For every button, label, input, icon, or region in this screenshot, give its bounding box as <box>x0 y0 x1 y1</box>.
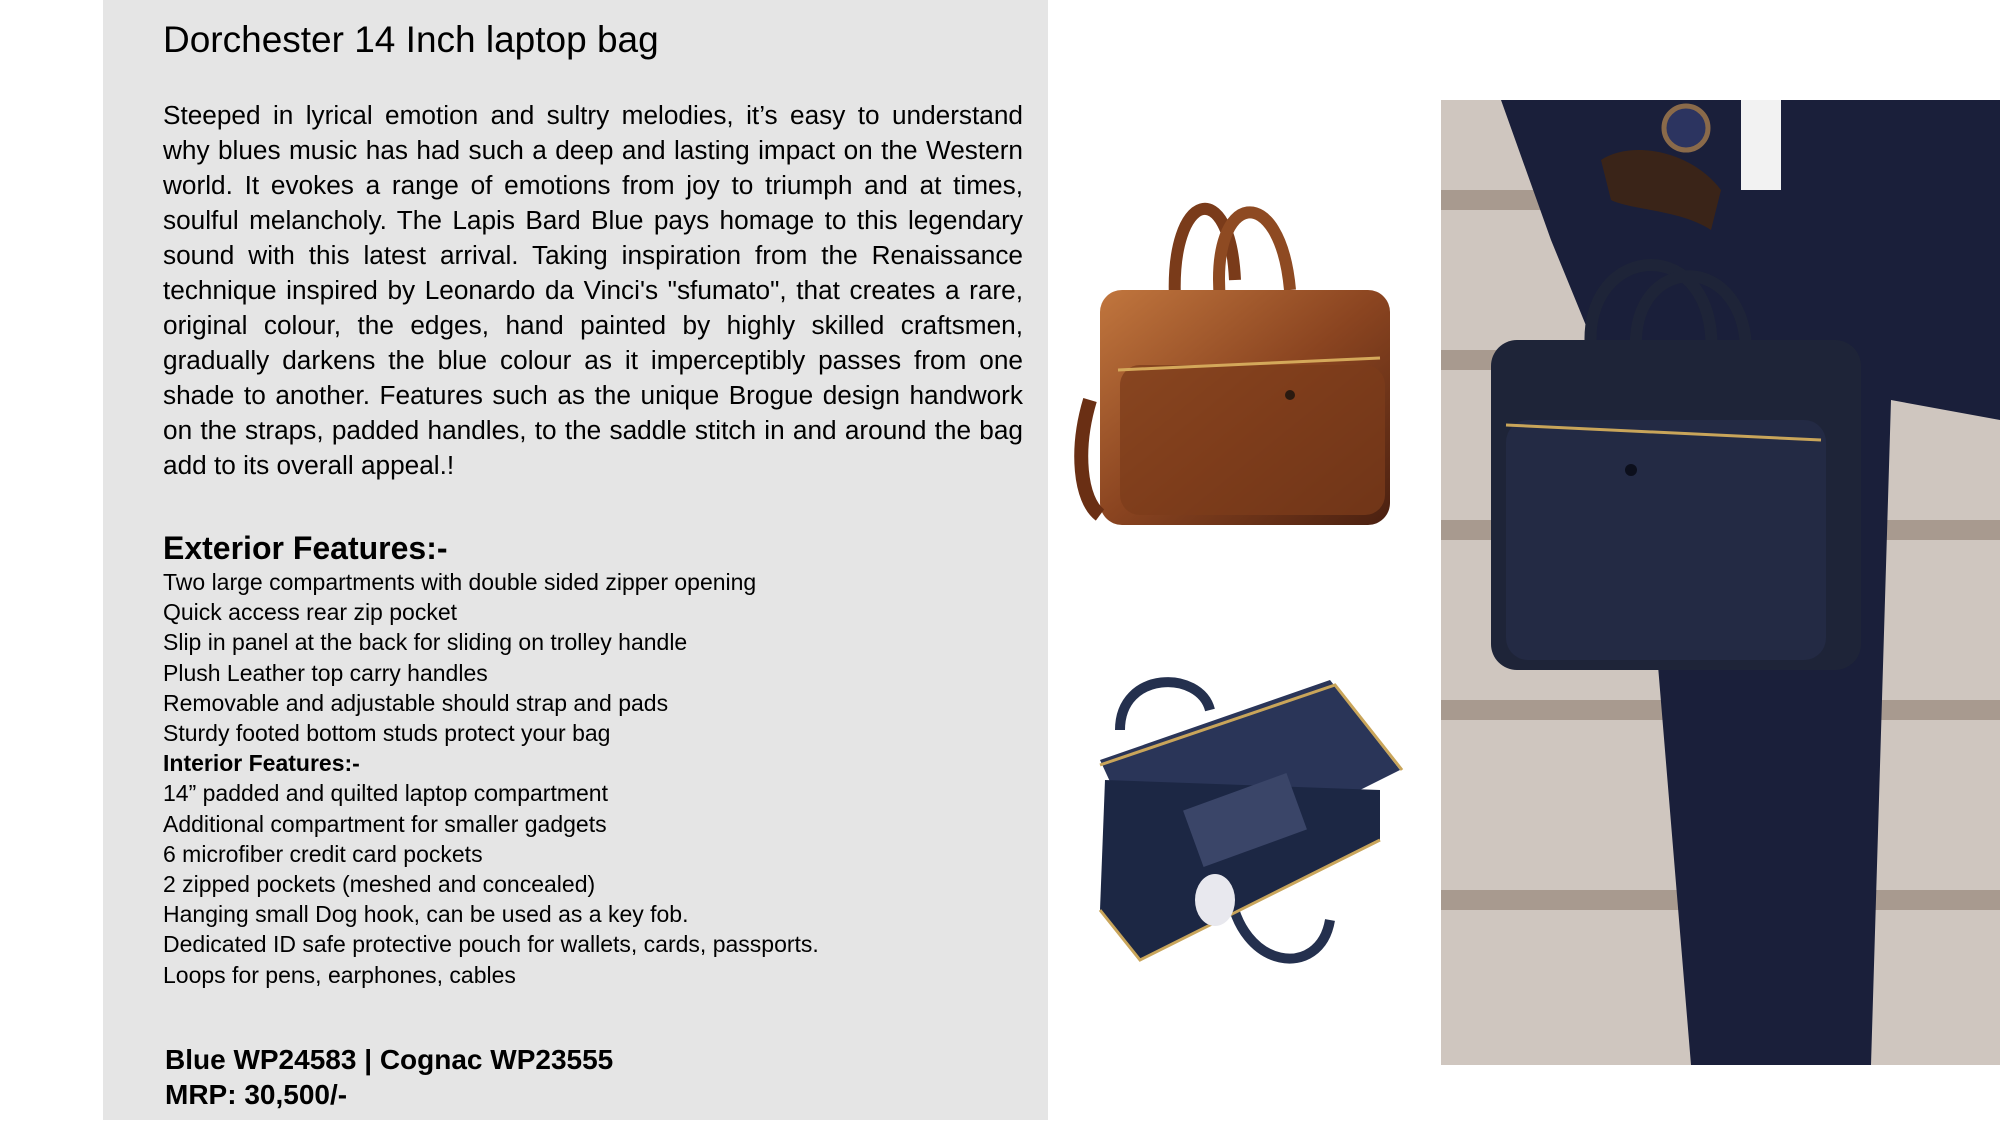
exterior-feature-item: Plush Leather top carry handles <box>163 659 488 686</box>
navy-bag-interior-image <box>1080 670 1420 1010</box>
interior-feature-item: 14” padded and quilted laptop compartment <box>163 780 608 807</box>
product-description: Steeped in lyrical emotion and sultry melodies, it’s easy to understand why blues music has had such a deep and lasting impact on the Western world. It evokes a range of emotions from joy to triumph and at times, soulful melancholy. The Lapis Bard Blue pays homage to this legendary sound with this latest arrival. Taking inspiration from the Renaissance technique inspired by Leonardo da Vinci's "sfumato", that creates a rare, original colour, the edges, hand painted by highly skilled craftsmen, gradually darkens the blue colour as it imperceptibly passes from one shade to another. Features such as the unique Brogue design handwork on the straps, padded handles, to the saddle stitch in and around the bag add to its overall appeal.! <box>163 100 1023 480</box>
interior-feature-item: Additional compartment for smaller gadgets <box>163 810 607 837</box>
features-list <box>163 567 819 990</box>
exterior-feature-item: Sturdy footed bottom studs protect your bag <box>163 720 611 747</box>
product-title: Dorchester 14 Inch laptop bag <box>163 19 659 60</box>
interior-feature-item: 2 zipped pockets (meshed and concealed) <box>163 871 596 898</box>
exterior-feature-item: Two large compartments with double sided zipper opening <box>163 569 757 595</box>
model-holding-bag-image <box>1441 100 2000 1065</box>
interior-feature-item: Hanging small Dog hook, can be used as a key fob. <box>163 901 689 928</box>
exterior-features-heading: Exterior Features:- <box>163 530 448 566</box>
interior-feature-item: Loops for pens, earphones, cables <box>163 961 516 988</box>
mrp-price: MRP: 30,500/- <box>165 1079 348 1110</box>
interior-feature-item: Dedicated ID safe protective pouch for wallets, cards, passports. <box>163 931 819 958</box>
exterior-feature-item: Quick access rear zip pocket <box>163 599 458 626</box>
sku-codes: Blue WP24583 | Cognac WP23555 <box>165 1044 614 1075</box>
exterior-feature-item: Slip in panel at the back for sliding on trolley handle <box>163 629 688 656</box>
cognac-bag-image <box>1060 170 1420 555</box>
exterior-feature-item: Removable and adjustable should strap and pads <box>163 689 669 716</box>
interior-features-heading: Interior Features:- <box>163 750 360 777</box>
interior-feature-item: 6 microfiber credit card pockets <box>163 840 483 867</box>
